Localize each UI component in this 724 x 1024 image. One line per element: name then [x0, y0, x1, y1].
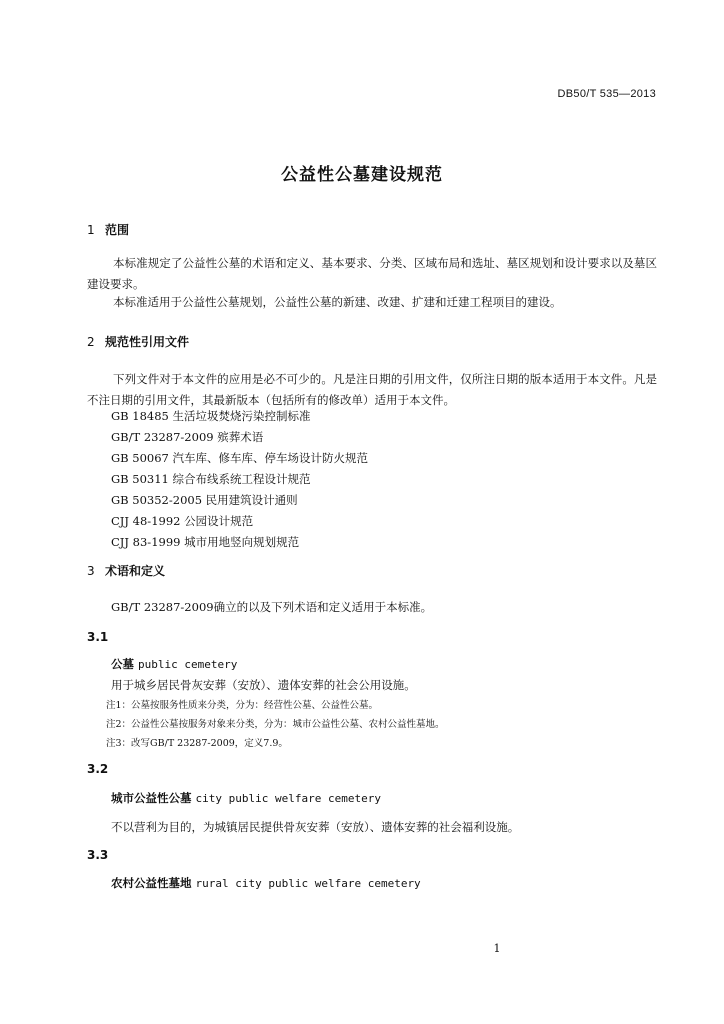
section-1-paragraph-1: 本标准规定了公益性公墓的术语和定义、基本要求、分类、区域布局和选址、墓区规划和设计要求以及墓区建设要求。	[87, 256, 657, 291]
document-title: 公益性公墓建设规范	[281, 165, 443, 185]
section-2-heading	[87, 333, 189, 350]
reference-item: CJJ 83-1999 城市用地竖向规划规范	[111, 535, 300, 549]
section-1-heading	[87, 221, 129, 238]
term-3-3-heading	[111, 875, 421, 891]
reference-item: CJJ 48-1992 公园设计规范	[111, 514, 254, 528]
reference-item: GB 18485 生活垃圾焚烧污染控制标准	[111, 409, 311, 423]
section-2-paragraph: 下列文件对于本文件的应用是必不可少的。凡是注日期的引用文件，仅所注日期的版本适用于本文件。凡是不注日期的引用文件，其最新版本（包括所有的修改单）适用于本文件。	[87, 372, 657, 407]
term-chinese: 城市公益性公墓	[111, 791, 192, 805]
reference-item: GB/T 23287-2009 殡葬术语	[111, 430, 264, 444]
term-english: public cemetery	[138, 658, 238, 671]
document-code: DB50/T 535—2013	[557, 88, 656, 100]
term-3-1-note-3: 注3：改写GB/T 23287-2009，定义7.9。	[106, 738, 288, 749]
term-3-1-heading	[111, 656, 237, 672]
term-3-2-heading	[111, 790, 381, 806]
section-title: 规范性引用文件	[105, 335, 190, 349]
section-1-paragraph-2: 本标准适用于公益性公墓规划，公益性公墓的新建、改建、扩建和迁建工程项目的建设。	[113, 295, 562, 309]
term-3-2-definition: 不以营利为目的，为城镇居民提供骨灰安葬（安放）、遗体安葬的社会福利设施。	[111, 820, 520, 834]
term-chinese: 公墓	[111, 657, 134, 671]
term-3-1-note-1: 注1：公墓按服务性质来分类，分为：经营性公墓、公益性公墓。	[106, 700, 379, 711]
section-number: 1	[87, 223, 95, 237]
term-3-3-number: 3.3	[87, 848, 109, 862]
term-english: rural city public welfare cemetery	[195, 877, 421, 890]
section-3-heading	[87, 562, 165, 579]
term-english: city public welfare cemetery	[195, 792, 381, 805]
term-3-2-number: 3.2	[87, 762, 109, 776]
term-3-1-number: 3.1	[87, 630, 109, 644]
section-3-paragraph: GB/T 23287-2009确立的以及下列术语和定义适用于本标准。	[111, 600, 433, 614]
page-number: 1	[493, 942, 501, 955]
section-title: 范围	[105, 223, 130, 237]
section-number: 2	[87, 335, 95, 349]
reference-item: GB 50352-2005 民用建筑设计通则	[111, 493, 298, 507]
term-chinese: 农村公益性墓地	[111, 876, 192, 890]
section-number: 3	[87, 564, 95, 578]
term-3-1-definition: 用于城乡居民骨灰安葬（安放）、遗体安葬的社会公用设施。	[111, 678, 416, 692]
reference-item: GB 50311 综合布线系统工程设计规范	[111, 472, 311, 486]
reference-item: GB 50067 汽车库、修车库、停车场设计防火规范	[111, 451, 369, 465]
term-3-1-note-2: 注2：公益性公墓按服务对象来分类，分为：城市公益性公墓、农村公益性墓地。	[106, 719, 445, 730]
section-title: 术语和定义	[105, 564, 166, 578]
